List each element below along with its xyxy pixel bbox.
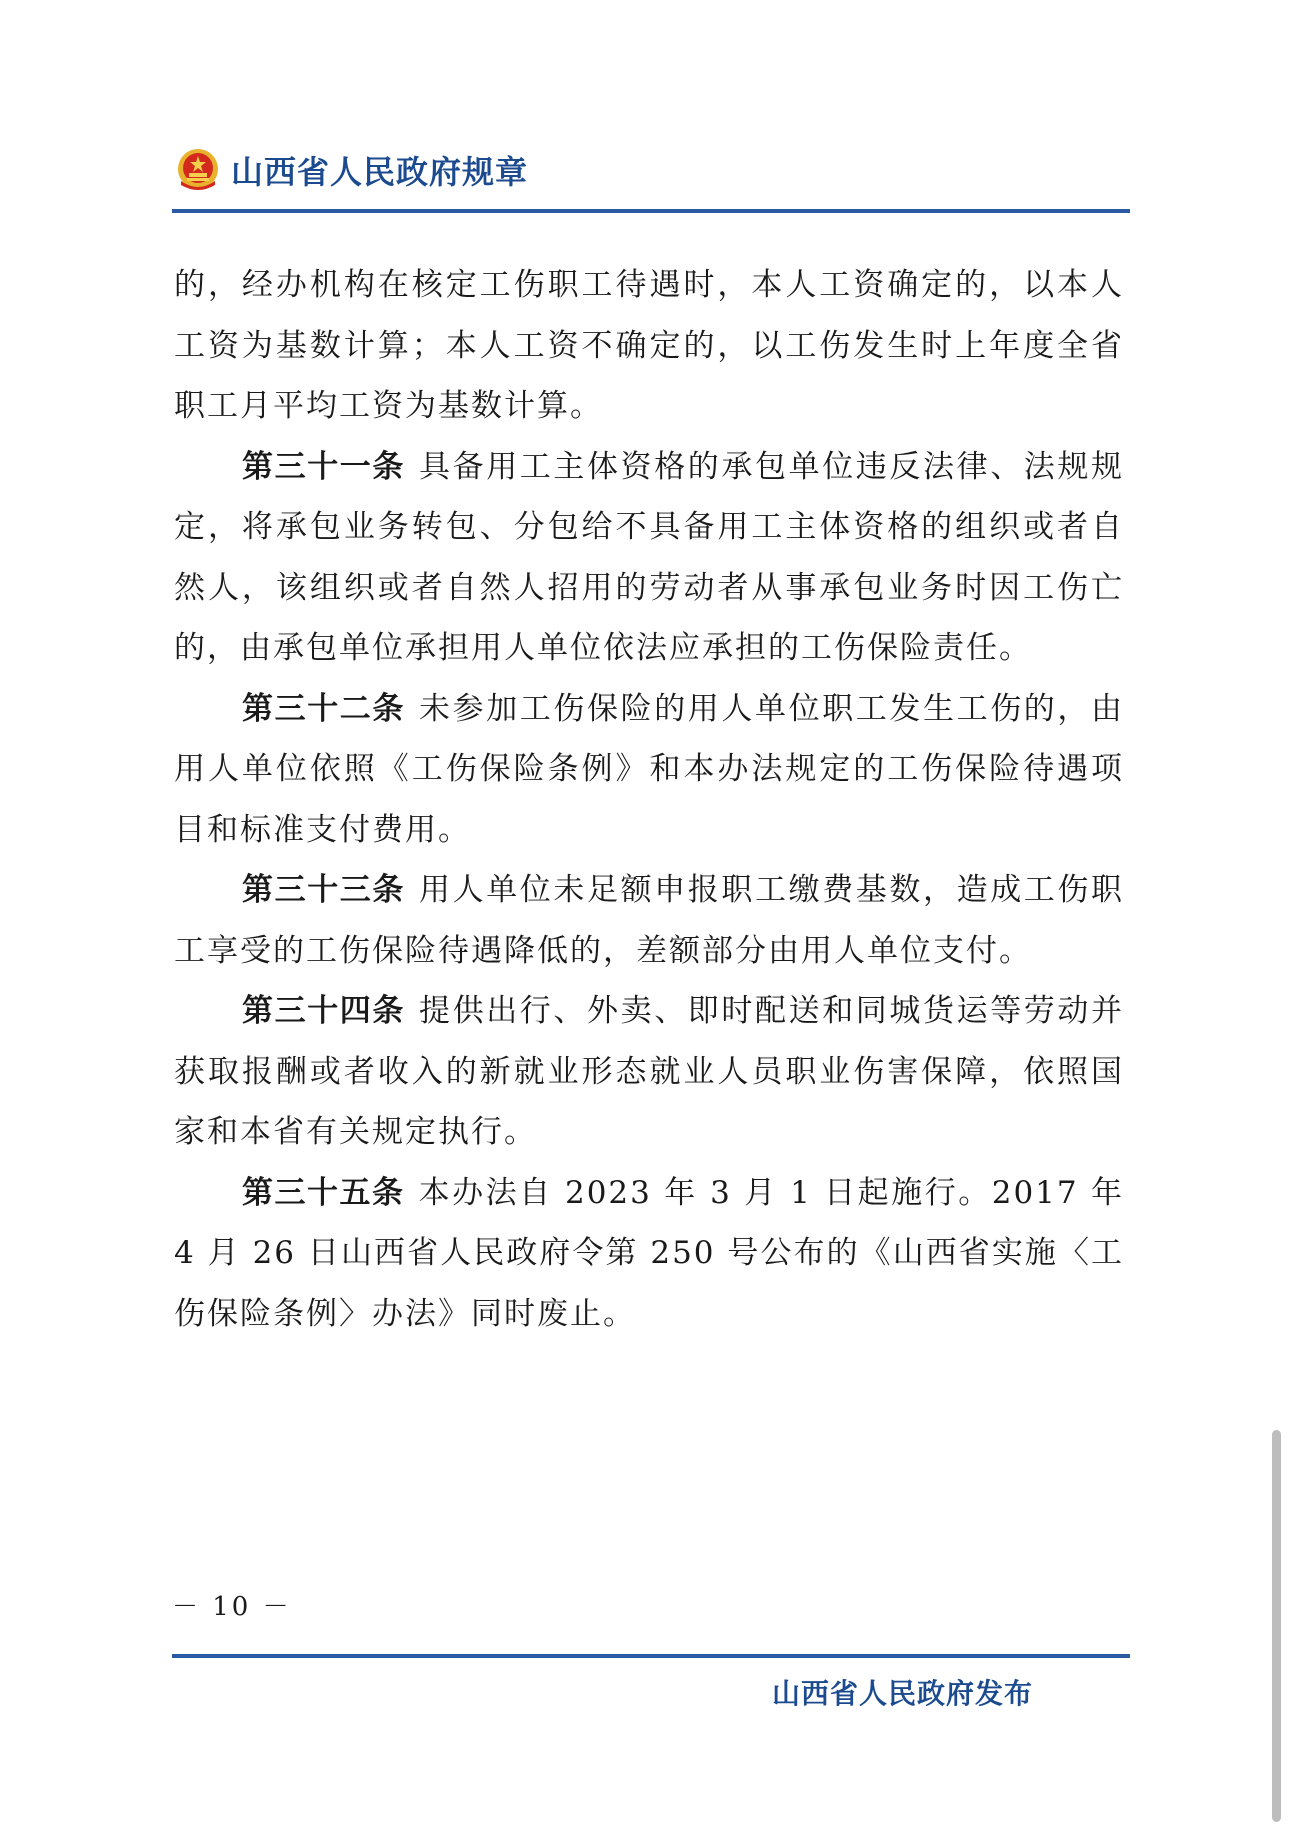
article-text: 提供出行、外卖、即时配送和同城货运等劳动并获取报酬或者收入的新就业形态就业人员职业伤害保障，依照国家和本省有关规定执行。 [174,993,1124,1150]
article-31 [174,437,1124,679]
article-33 [174,860,1124,981]
paragraph-text: 的，经办机构在核定工伤职工待遇时，本人工资确定的，以本人工资为基数计算；本人工资不确定的，以工伤发生时上年度全省职工月平均工资为基数计算。 [174,267,1124,424]
document-header [175,140,528,200]
vertical-scrollbar[interactable] [1272,1430,1281,1822]
article-heading: 第三十三条 [242,872,405,908]
header-title: 山西省人民政府规章 [231,153,529,191]
publisher-label: 山西省人民政府发布 [772,1677,1034,1710]
article-34 [174,981,1124,1163]
footer-divider [172,1654,1130,1658]
article-text: 用人单位未足额申报职工缴费基数，造成工伤职工享受的工伤保险待遇降低的，差额部分由用人单位支付。 [174,872,1124,969]
header-divider [172,209,1130,213]
article-35 [174,1163,1124,1345]
article-heading: 第三十五条 [242,1174,405,1211]
article-heading: 第三十二条 [242,690,405,727]
document-body [174,255,1124,1344]
page-number: － 10 － [172,1592,292,1622]
article-heading: 第三十四条 [242,993,405,1029]
article-text: 未参加工伤保险的用人单位职工发生工伤的，由用人单位依照《工伤保险条例》和本办法规定的工伤保险待遇项目和标准支付费用。 [174,690,1124,848]
paragraph-continuation [174,255,1124,437]
article-text: 本办法自 2023 年 3 月 1 日起施行。2017 年 4 月 26 日山西省人民政府令第 250 号公布的《山西省实施〈工伤保险条例〉办法》同时废止。 [174,1174,1124,1332]
article-text: 具备用工主体资格的承包单位违反法律、法规规定，将承包业务转包、分包给不具备用工主体资格的组织或者自然人，该组织或者自然人招用的劳动者从事承包业务时因工伤亡的，由承包单位承担用人单位依法应承担的工伤保险责任。 [174,448,1124,666]
article-heading: 第三十一条 [242,448,405,485]
article-32 [174,679,1124,861]
national-emblem-icon [175,147,221,193]
